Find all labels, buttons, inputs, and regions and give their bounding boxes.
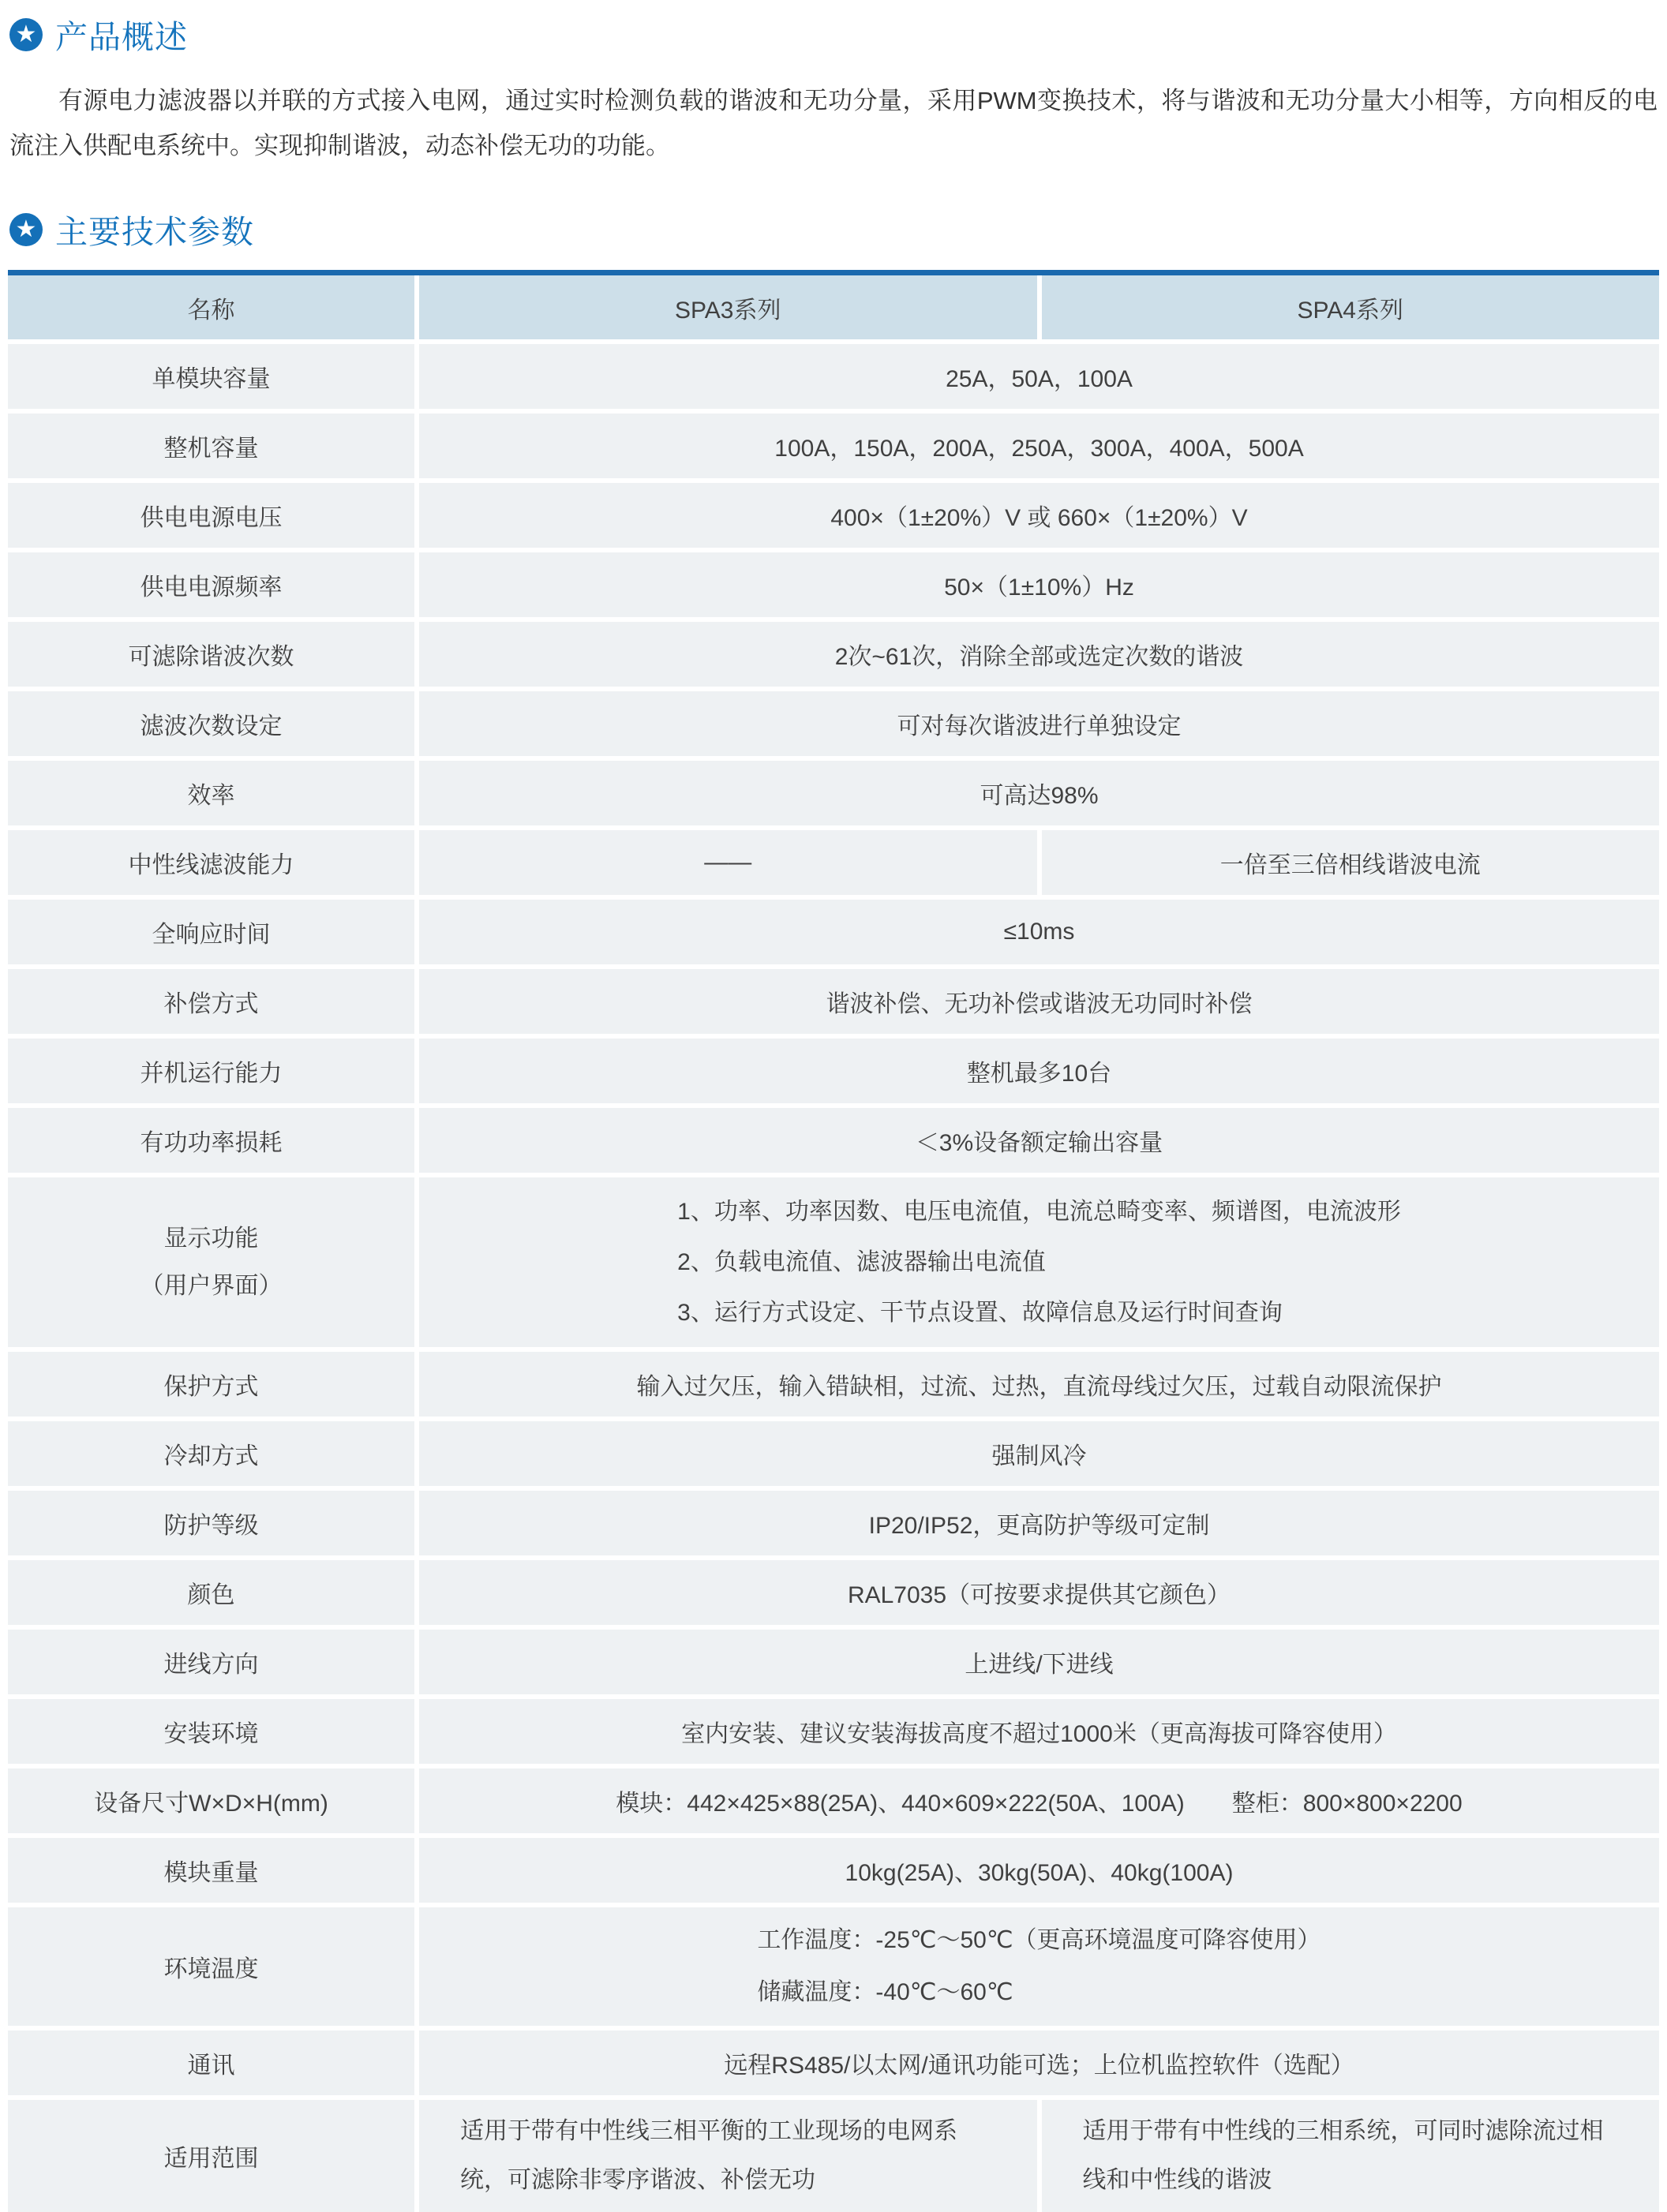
table-row — [8, 552, 1659, 617]
row-label: 滤波次数设定 — [8, 691, 414, 756]
row-value: RAL7035（可按要求提供其它颜色） — [419, 1560, 1659, 1625]
row-value-line1: 工作温度：-25℃～50℃（更高环境温度可降容使用） — [757, 1927, 1321, 1953]
table-row — [8, 900, 1659, 964]
row-label-line1: 显示功能 — [163, 1225, 259, 1252]
row-value: IP20/IP52，更高防护等级可定制 — [419, 1491, 1659, 1555]
table-row — [8, 622, 1659, 687]
row-label: 模块重量 — [8, 1838, 414, 1903]
table-header-row — [8, 275, 1659, 339]
datasheet-page — [0, 11, 1667, 2212]
row-value — [419, 1177, 1659, 1347]
row-label: 中性线滤波能力 — [8, 830, 414, 895]
header-name: 名称 — [8, 275, 414, 339]
row-label: 保护方式 — [8, 1352, 414, 1417]
row-value: 25A，50A，100A — [419, 344, 1659, 409]
table-row — [8, 1699, 1659, 1764]
header-spa4: SPA4系列 — [1042, 275, 1660, 339]
row-value-line2: 2、负载电流值、滤波器输出电流值 — [677, 1248, 1046, 1275]
row-label: 效率 — [8, 761, 414, 825]
row-value: 上进线/下进线 — [419, 1630, 1659, 1694]
section-title: 产品概述 — [55, 19, 188, 55]
row-value-spa4: 一倍至三倍相线谐波电流 — [1042, 830, 1660, 895]
row-value: 谐波补偿、无功补偿或谐波无功同时补偿 — [419, 969, 1659, 1034]
row-label: 适用范围 — [8, 2100, 414, 2212]
row-label: 环境温度 — [8, 1907, 414, 2026]
row-value: ≤10ms — [419, 900, 1659, 964]
row-value-spa4: 适用于带有中性线的三相系统，可同时滤除流过相线和中性线的谐波 — [1042, 2100, 1660, 2212]
row-label: 供电电源电压 — [8, 483, 414, 548]
section-title: 主要技术参数 — [55, 214, 254, 250]
table-row — [8, 1560, 1659, 1625]
row-label: 有功功率损耗 — [8, 1108, 414, 1173]
table-row — [8, 691, 1659, 756]
row-label: 补偿方式 — [8, 969, 414, 1034]
row-value: 整机最多10台 — [419, 1039, 1659, 1103]
row-value-spa3: 适用于带有中性线三相平衡的工业现场的电网系统，可滤除非零序谐波、补偿无功 — [419, 2100, 1037, 2212]
row-label: 可滤除谐波次数 — [8, 622, 414, 687]
row-label-line2: （用户界面） — [140, 1272, 283, 1299]
header-spa3: SPA3系列 — [419, 275, 1037, 339]
row-value: 10kg(25A)、30kg(50A)、40kg(100A) — [419, 1838, 1659, 1903]
row-label: 供电电源频率 — [8, 552, 414, 617]
row-label: 设备尺寸W×D×H(mm) — [8, 1768, 414, 1833]
row-value: 模块：442×425×88(25A)、440×609×222(50A、100A) 整柜：800×800×2200 — [419, 1768, 1659, 1833]
section-params-heading — [9, 206, 1667, 253]
table-row — [8, 483, 1659, 548]
spec-table — [8, 270, 1659, 2212]
table-row — [8, 1108, 1659, 1173]
row-label: 整机容量 — [8, 414, 414, 478]
table-row — [8, 414, 1659, 478]
table-row — [8, 2030, 1659, 2095]
row-label: 安装环境 — [8, 1699, 414, 1764]
table-row — [8, 1421, 1659, 1486]
row-value: 强制风冷 — [419, 1421, 1659, 1486]
row-label: 颜色 — [8, 1560, 414, 1625]
row-label: 通讯 — [8, 2030, 414, 2095]
table-row — [8, 1768, 1659, 1833]
row-value-line2: 储藏温度：-40℃～60℃ — [757, 1979, 1013, 2005]
table-row — [8, 1838, 1659, 1903]
row-label: 防护等级 — [8, 1491, 414, 1555]
row-value: ＜3%设备额定输出容量 — [419, 1108, 1659, 1173]
row-label: 全响应时间 — [8, 900, 414, 964]
row-value-line1: 1、功率、功率因数、电压电流值，电流总畸变率、频谱图，电流波形 — [677, 1198, 1401, 1225]
table-row — [8, 1491, 1659, 1555]
row-label: 冷却方式 — [8, 1421, 414, 1486]
overview-paragraph: 有源电力滤波器以并联的方式接入电网，通过实时检测负载的谐波和无功分量，采用PWM变换技术，将与谐波和无功分量大小相等，方向相反的电流注入供配电系统中。实现抑制谐波，动态补偿无功的功能。 — [9, 87, 1658, 159]
row-label: 进线方向 — [8, 1630, 414, 1694]
table-row — [8, 1177, 1659, 1347]
table-row — [8, 969, 1659, 1034]
row-label — [8, 1177, 414, 1347]
row-value: 400×（1±20%）V 或 660×（1±20%）V — [419, 483, 1659, 548]
table-row — [8, 2100, 1659, 2212]
star-circle-icon: ★ — [9, 213, 43, 246]
section-overview-heading — [9, 11, 1667, 58]
star-circle-icon: ★ — [9, 18, 43, 51]
row-value: 50×（1±10%）Hz — [419, 552, 1659, 617]
row-value: 输入过欠压，输入错缺相，过流、过热，直流母线过欠压，过载自动限流保护 — [419, 1352, 1659, 1417]
row-value: 远程RS485/以太网/通讯功能可选；上位机监控软件（选配） — [419, 2030, 1659, 2095]
row-label: 并机运行能力 — [8, 1039, 414, 1103]
row-value-line3: 3、运行方式设定、干节点设置、故障信息及运行时间查询 — [677, 1299, 1283, 1326]
table-row — [8, 1907, 1659, 2026]
row-label: 单模块容量 — [8, 344, 414, 409]
table-row — [8, 344, 1659, 409]
row-value: 可对每次谐波进行单独设定 — [419, 691, 1659, 756]
table-row — [8, 1039, 1659, 1103]
row-value: 2次~61次，消除全部或选定次数的谐波 — [419, 622, 1659, 687]
table-row — [8, 1352, 1659, 1417]
row-value — [419, 1907, 1659, 2026]
table-row — [8, 761, 1659, 825]
row-value: 可高达98% — [419, 761, 1659, 825]
row-value-spa3: —— — [419, 830, 1037, 895]
row-value: 100A，150A，200A，250A，300A，400A，500A — [419, 414, 1659, 478]
table-row — [8, 1630, 1659, 1694]
table-row — [8, 830, 1659, 895]
row-value: 室内安装、建议安装海拔高度不超过1000米（更高海拔可降容使用） — [419, 1699, 1659, 1764]
